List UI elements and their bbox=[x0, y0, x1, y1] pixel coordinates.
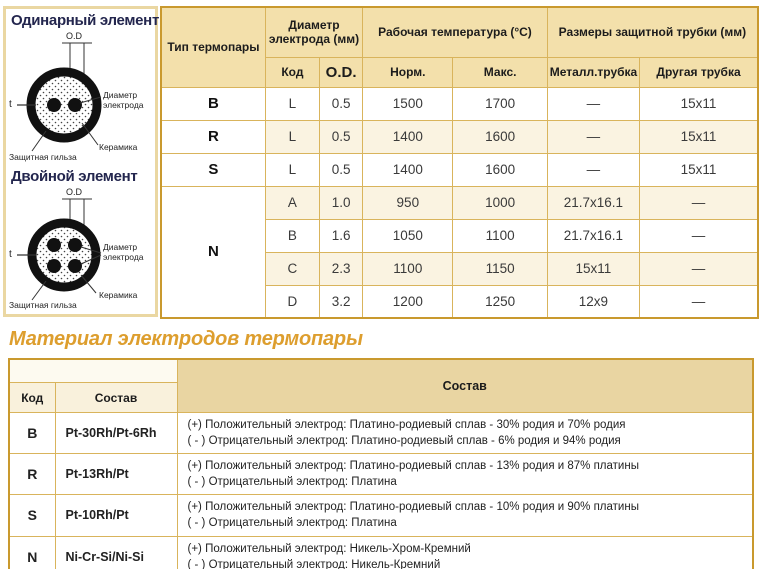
material-code: R bbox=[9, 454, 55, 495]
material-name: Ni-Cr-Si/Ni-Si bbox=[55, 536, 177, 569]
cell-metal: 21.7x16.1 bbox=[547, 219, 639, 252]
cell-other: — bbox=[640, 186, 758, 219]
electrode-diameter-label: Диаметр электрода bbox=[103, 90, 144, 110]
cell-code: L bbox=[265, 120, 319, 153]
cell-max: 1600 bbox=[453, 120, 547, 153]
protective-sheath-ring bbox=[31, 72, 97, 138]
material-code: B bbox=[9, 413, 55, 454]
material-composition bbox=[177, 495, 753, 536]
cell-max: 1100 bbox=[453, 219, 547, 252]
cell-metal: 12x9 bbox=[547, 285, 639, 318]
cell-norm: 1400 bbox=[363, 120, 453, 153]
positive-electrode-line: (+) Положительный электрод: Платино-родиевый сплав - 10% родия и 90% платины bbox=[187, 501, 639, 514]
material-code: S bbox=[9, 495, 55, 536]
cell-od: 0.5 bbox=[320, 87, 363, 120]
cell-norm: 1400 bbox=[363, 153, 453, 186]
table-row bbox=[9, 536, 753, 569]
cell-code: L bbox=[265, 87, 319, 120]
element-diagram-panel bbox=[3, 6, 158, 317]
cell-norm: 1100 bbox=[363, 252, 453, 285]
header-code: Код bbox=[9, 383, 55, 413]
positive-electrode-line: (+) Положительный электрод: Платино-родиевый сплав - 30% родия и 70% родия bbox=[187, 419, 626, 431]
cell-max: 1600 bbox=[453, 153, 547, 186]
cell-norm: 950 bbox=[363, 186, 453, 219]
sheath-label: Защитная гильза bbox=[9, 300, 77, 310]
cell-code: B bbox=[265, 219, 319, 252]
header-tube-sizes: Размеры защитной трубки (мм) bbox=[547, 7, 758, 57]
cell-max: 1700 bbox=[453, 87, 547, 120]
thermocouple-spec-table bbox=[160, 6, 759, 319]
cell-od: 1.0 bbox=[320, 186, 363, 219]
cell-od: 0.5 bbox=[320, 120, 363, 153]
cell-od: 0.5 bbox=[320, 153, 363, 186]
header-working-temp: Рабочая температура (°C) bbox=[363, 7, 548, 57]
negative-electrode-line: ( - ) Отрицательный электрод: Платино-родиевый сплав - 6% родия и 94% родия bbox=[187, 435, 621, 448]
material-composition bbox=[177, 536, 753, 569]
cell-code: C bbox=[265, 252, 319, 285]
cell-norm: 1500 bbox=[363, 87, 453, 120]
sheath-label: Защитная гильза bbox=[9, 152, 77, 162]
header-composition-short: Состав bbox=[55, 383, 177, 413]
material-name: Pt-13Rh/Pt bbox=[55, 454, 177, 495]
cell-od: 2.3 bbox=[320, 252, 363, 285]
electrode-dot bbox=[68, 259, 82, 273]
cell-code: A bbox=[265, 186, 319, 219]
cell-metal: 21.7x16.1 bbox=[547, 186, 639, 219]
cell-other: 15x11 bbox=[640, 120, 758, 153]
cell-other: — bbox=[640, 219, 758, 252]
table-row bbox=[161, 87, 758, 120]
material-composition bbox=[177, 454, 753, 495]
electrode-material-table bbox=[8, 358, 754, 569]
table-row bbox=[9, 495, 753, 536]
wall-thickness-label: t bbox=[9, 249, 12, 260]
cell-metal: — bbox=[547, 120, 639, 153]
type-b: B bbox=[161, 87, 265, 120]
cell-metal: — bbox=[547, 87, 639, 120]
cell-code: D bbox=[265, 285, 319, 318]
cell-max: 1000 bbox=[453, 186, 547, 219]
od-label: O.D bbox=[66, 187, 83, 197]
header-composition-full: Состав bbox=[177, 359, 753, 413]
protective-sheath-ring bbox=[32, 223, 96, 287]
type-n: N bbox=[161, 186, 265, 318]
ceramic-label: Керамика bbox=[99, 142, 138, 152]
electrode-diameter-label: Диаметр электрода bbox=[103, 242, 144, 262]
cell-metal: — bbox=[547, 153, 639, 186]
cell-max: 1250 bbox=[453, 285, 547, 318]
electrode-dot bbox=[68, 98, 82, 112]
electrode-dot bbox=[68, 238, 82, 252]
type-r: R bbox=[161, 120, 265, 153]
positive-electrode-line: (+) Положительный электрод: Никель-Хром-Кремний bbox=[187, 542, 471, 555]
electrode-dot bbox=[47, 238, 61, 252]
header-other-tube: Другая трубка bbox=[640, 57, 758, 87]
type-s: S bbox=[161, 153, 265, 186]
electrode-dot bbox=[47, 259, 61, 273]
table-row bbox=[161, 153, 758, 186]
table-row bbox=[9, 413, 753, 454]
material-composition bbox=[177, 413, 753, 454]
ceramic-label: Керамика bbox=[99, 290, 138, 300]
material-name: Pt-10Rh/Pt bbox=[55, 495, 177, 536]
electrode-dot bbox=[47, 98, 61, 112]
cell-od: 1.6 bbox=[320, 219, 363, 252]
table-row bbox=[161, 186, 758, 219]
material-code: N bbox=[9, 536, 55, 569]
positive-electrode-line: (+) Положительный электрод: Платино-родиевый сплав - 13% родия и 87% платины bbox=[187, 460, 639, 473]
negative-electrode-line: ( - ) Отрицательный электрод: Платина bbox=[187, 476, 397, 489]
header-empty-cell bbox=[9, 359, 177, 383]
cell-norm: 1200 bbox=[363, 285, 453, 318]
single-element-diagram bbox=[6, 31, 155, 165]
table-row bbox=[9, 454, 753, 495]
negative-electrode-line: ( - ) Отрицательный электрод: Платина bbox=[187, 517, 397, 530]
header-metal-tube: Металл.трубка bbox=[547, 57, 639, 87]
double-element-diagram bbox=[6, 187, 155, 314]
single-element-title: Одинарный элемент bbox=[11, 12, 159, 29]
od-label: O.D bbox=[66, 31, 83, 41]
cell-other: — bbox=[640, 285, 758, 318]
cell-other: — bbox=[640, 252, 758, 285]
cell-other: 15x11 bbox=[640, 87, 758, 120]
cell-norm: 1050 bbox=[363, 219, 453, 252]
table-row bbox=[161, 120, 758, 153]
negative-electrode-line: ( - ) Отрицательный электрод: Никель-Кремний bbox=[187, 558, 441, 569]
header-norm: Норм. bbox=[363, 57, 453, 87]
header-od: O.D. bbox=[320, 57, 363, 87]
cell-od: 3.2 bbox=[320, 285, 363, 318]
material-section-title: Материал электродов термопары bbox=[9, 328, 363, 350]
header-code: Код bbox=[265, 57, 319, 87]
cell-code: L bbox=[265, 153, 319, 186]
double-element-title: Двойной элемент bbox=[11, 168, 138, 185]
cell-other: 15x11 bbox=[640, 153, 758, 186]
header-type: Тип термопары bbox=[161, 7, 265, 87]
wall-thickness-label: t bbox=[9, 99, 12, 110]
header-max: Макс. bbox=[453, 57, 547, 87]
header-electrode-diameter: Диаметр электрода (мм) bbox=[265, 7, 362, 57]
material-name: Pt-30Rh/Pt-6Rh bbox=[55, 413, 177, 454]
cell-max: 1150 bbox=[453, 252, 547, 285]
cell-metal: 15x11 bbox=[547, 252, 639, 285]
